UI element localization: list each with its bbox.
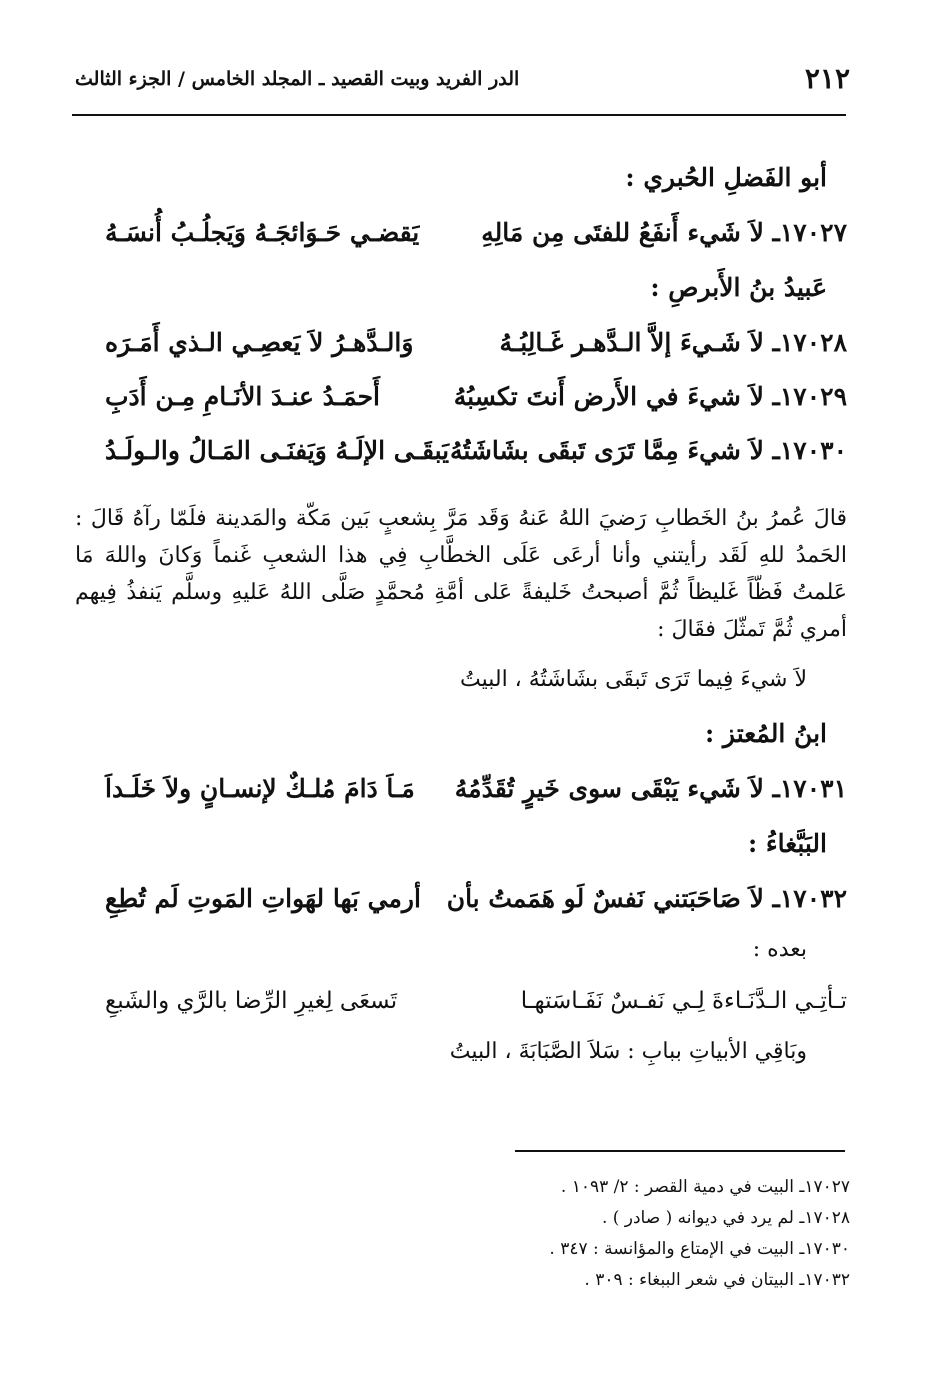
footnote-rule	[515, 1150, 845, 1152]
verse-17028	[75, 316, 847, 370]
poet-name: عَبيدُ بنُ الأَبرصِ :	[650, 273, 827, 302]
verse-second-hemistich: أَحمَـدُ عنـدَ الأنَـامِ مِـن أَدَبِ	[105, 382, 380, 411]
quoted-verse: لاَ شيءَ فِيما تَرَى تَبقَى بشَاشَتُهُ ، البيتُ	[459, 667, 807, 692]
footnote: ١٧٠٢٨ـ لم يرد في ديوانه ( صادر ) .	[601, 1208, 850, 1228]
verse-first-hemistich: تـأتِـي الـدَّنَـاءةَ لِـي نَفـسٌ نَفَـاسَتهـا	[520, 988, 847, 1014]
verse-second-hemistich: يَقضـي حَـوَائجَـهُ وَيَجلُـبُ أُنسَـهُ	[105, 218, 420, 247]
header-rule	[72, 114, 846, 116]
verse-17030	[75, 424, 847, 478]
footnotes	[350, 1172, 850, 1296]
verse-17032	[75, 872, 847, 926]
running-title: الدر الفريد وبيت القصيد ـ المجلد الخامس / الجزء الثالث	[75, 68, 520, 90]
remaining-verses-note: وبَاقِي الأبياتِ ببابِ : سَلاَ الصَّبَابَةَ ، البيتُ	[449, 1039, 807, 1064]
verse-first-hemistich: ١٧٠٣٠ـ لاَ شيءَ مِمَّا تَرَى تَبقَى بشَاشَتُهُ	[449, 436, 847, 465]
prose-paragraph: قالَ عُمرُ بنُ الخَطابِ رَضيَ اللهُ عَنهُ وَقَد مَرَّ بِشعبٍ بَين مَكّة والمَدينة فلَمّا رآهُ قَالَ : الحَمدُ للهِ لَقَد رأيتني وأنا أرعَى عَلَى الخطَّابِ فِي هذا الشعبِ غَنماً وَكانَ واللهَ مَا عَلمتُ فَظّاً غَليظاً ثُمَّ أصبحتُ خَليفةً عَلى أمَّةِ مُحمَّدٍ صَلَّى اللهُ عَليهِ وسلَّم يَنفذُ فِيهم أمري ثُمَّ تَمثّلَ فقَالَ :	[75, 506, 848, 642]
footnote: ١٧٠٣٢ـ البيتان في شعر الببغاء : ٣٠٩ .	[584, 1270, 850, 1290]
verse-17027	[75, 206, 847, 260]
page-header	[75, 62, 850, 102]
verse-first-hemistich: ١٧٠٣١ـ لاَ شَيء يَبْقَى سوى خَيرٍ تُقَدِّمُهُ	[454, 774, 847, 803]
verse-first-hemistich: ١٧٠٢٨ـ لاَ شَـيءَ إلاَّ الـدَّهـر غَـالِبُـهُ	[499, 328, 847, 357]
verse-second-hemistich: مَـاَ دَامَ مُلـكٌ لإنسـانٍ ولاَ خَلَـداَ	[105, 774, 415, 803]
verse-second-hemistich: أرمي بَها لهَواتِ المَوتِ لَم تُطِعِ	[105, 884, 421, 913]
verse-second-hemistich: يَبقَـى الإلَـهُ وَيَفنَـى المَـالُ والـولَـدُ	[105, 436, 450, 465]
verse-after	[75, 974, 847, 1028]
verse-first-hemistich: ١٧٠٢٧ـ لاَ شَيء أَنفَعُ للفتَى مِن مَالِهِ	[481, 218, 847, 247]
page-number: ٢١٢	[804, 62, 850, 95]
verse-first-hemistich: ١٧٠٢٩ـ لاَ شيءَ في الأَرض أَنتَ تكسِبُهُ	[453, 382, 847, 411]
footnote: ١٧٠٣٠ـ البيت في الإمتاع والمؤانسة : ٣٤٧ .	[549, 1239, 850, 1259]
page-body	[75, 150, 847, 1076]
verse-17029	[75, 370, 847, 424]
verse-second-hemistich: تَسعَى لِغيرِ الرِّضا بالرَّي والشَبعِ	[105, 988, 398, 1014]
poet-name: أبو الفَضلِ الحُبري :	[625, 163, 827, 192]
poet-name: البَبَّغاءُ :	[747, 829, 827, 858]
poet-name: ابنُ المُعتز :	[705, 719, 827, 748]
verse-first-hemistich: ١٧٠٣٢ـ لاَ صَاحَبَتني نَفسٌ لَو هَمَمتُ بأن	[446, 884, 847, 913]
footnote: ١٧٠٢٧ـ البيت في دمية القصر : ٢/ ١٠٩٣ .	[560, 1177, 850, 1197]
verse-second-hemistich: وَالـدَّهـرُ لاَ يَعصِـي الـذي أَمَـرَه	[105, 328, 414, 357]
verse-17031	[75, 762, 847, 816]
after-label: بعده :	[752, 937, 807, 962]
